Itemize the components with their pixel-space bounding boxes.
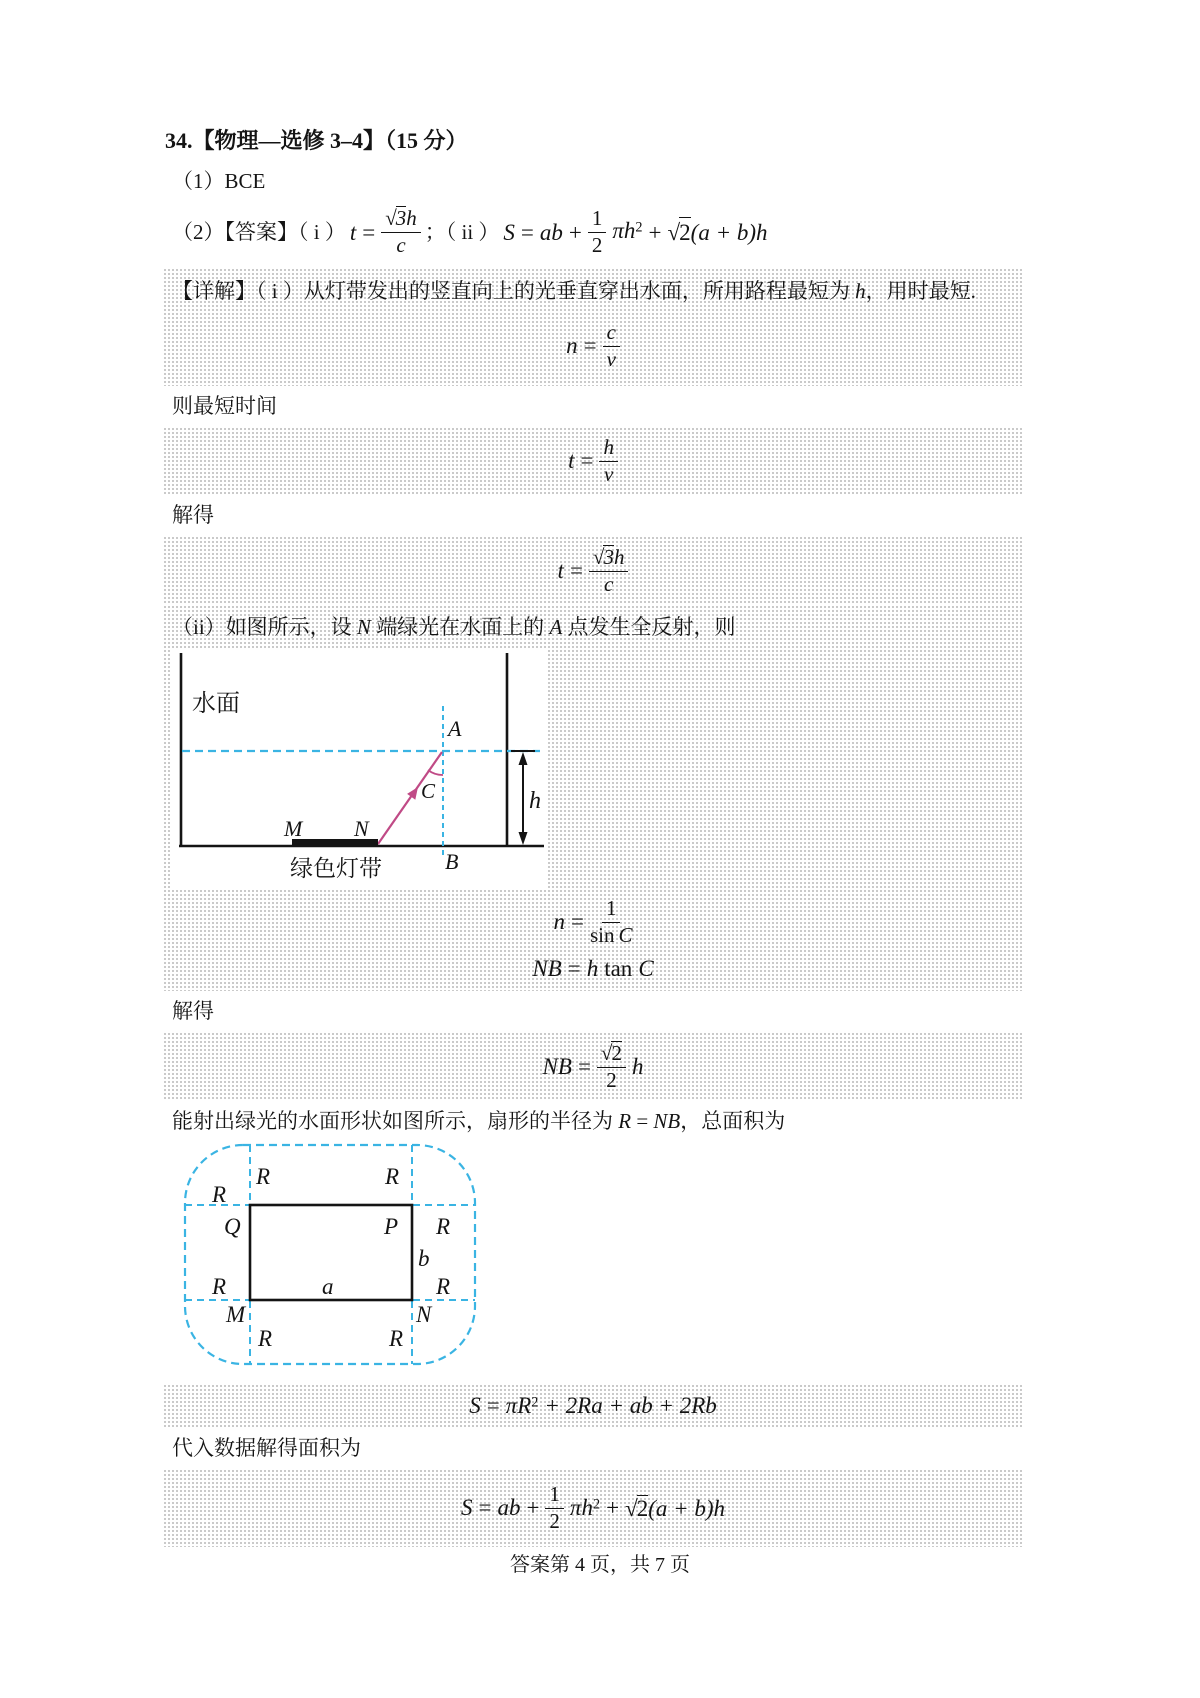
fraction-denominator: 2 [591,232,603,257]
part-ii-text [163,613,1023,642]
radius-label-top-left: R [256,1164,271,1190]
math-op: + [606,1495,620,1521]
equation-t-result-inline [350,206,421,257]
math-term-group [625,1495,725,1522]
radical-sign: √ [592,545,605,570]
equation-n-sinc-row [163,888,1023,956]
fraction [603,321,620,371]
side-a-label: a [322,1274,334,1300]
radicand: 2 [636,1495,649,1521]
side-b-label: b [418,1246,430,1272]
radius-label-upper-left: R [212,1182,227,1208]
math-term: ab [497,1495,521,1521]
math-var: A [549,615,563,640]
math-var: NB [532,956,562,982]
math-rel: = [520,219,534,245]
fraction [597,1041,626,1092]
math-op: + [648,219,662,245]
math-var: h [855,279,866,303]
h-arrow-down [519,832,528,845]
point-M-label: M [284,816,303,842]
radius-label-lower-left: R [212,1274,227,1300]
math-term-group [570,1495,600,1521]
green-strip-label: 绿色灯带 [290,856,382,882]
corner-N-label: N [416,1302,432,1328]
radius-label-top-right: R [385,1164,400,1190]
equation-n-cv-row [163,312,1023,380]
point-B-label: B [445,849,459,875]
radical-sign: √ [600,1041,613,1066]
part-ii-block [163,605,1023,991]
math-term: πh [569,1495,593,1521]
math-rel: = [631,1109,654,1134]
content-column [163,124,1023,1547]
math-var: h [613,545,625,570]
math-fn: sin [589,922,615,947]
equation-s-result [461,1483,725,1533]
question-title: 34.【物理—选修 3–4】（15 分） [165,128,468,153]
sector-post: ，总面积为 [680,1109,786,1134]
radicand: 2 [611,1041,622,1066]
math-var: R [618,1109,632,1134]
math-var: S [460,1495,473,1521]
math-fn: tan [604,956,633,982]
equation-s-result-inline [503,207,767,257]
math-term: πR [505,1393,532,1419]
part-ii-post: 点发生全反射，则 [562,615,736,640]
equation-n-sinc [553,897,632,947]
equation-s-general-row [163,1384,1023,1428]
math-var: h [406,206,417,231]
fraction-numerator [597,1041,626,1068]
point-N-label: N [354,816,369,842]
math-var: t [557,557,564,583]
text-solve-2: 解得 [172,999,214,1024]
radical-sign: √ [667,220,681,245]
fraction-denominator: v [606,346,616,371]
equation-nb-result [543,1041,644,1092]
text-then-shortest: 则最短时间 [172,394,277,419]
math-var: N [356,615,371,640]
equation-s-general [469,1393,717,1419]
answer-part2-separator: ；（ ii ） [424,219,500,244]
math-rel: = [577,1053,591,1079]
h-arrow-up [519,752,528,765]
math-var: h [586,956,599,982]
fraction-numerator: 1 [545,1483,564,1509]
text-substitute: 代入数据解得面积为 [172,1436,361,1461]
part-ii-mid: 端绿光在水面上的 [370,615,550,640]
math-term: πh [612,217,636,243]
math-term: + 2Ra + ab + 2Rb [544,1393,717,1419]
sector-pre: 能射出绿光的水面形状如图所示，扇形的半径为 [172,1109,619,1134]
fraction-denominator: c [396,233,406,257]
fraction [590,897,633,947]
detail-post: ，用时最短. [865,279,976,303]
corner-Q-label: Q [224,1214,241,1240]
fraction [589,545,629,596]
math-term: ab [539,219,563,245]
tank-diagram-svg [172,648,548,888]
answer-part1: （1）BCE [172,169,266,193]
equation-nb-htanc [532,956,653,982]
math-term: (a + b)h [648,1495,726,1521]
math-var: NB [542,1053,572,1079]
math-var: NB [653,1109,681,1134]
light-ray-arrowhead [407,787,418,800]
fraction-numerator: 1 [602,897,621,923]
equation-t-result-row [163,536,1023,605]
math-op: + [568,219,582,245]
math-var: h [631,1053,644,1079]
math-var: t [568,448,575,474]
math-var: n [553,909,565,935]
figure-surface-shape [172,1142,484,1374]
text-sector [163,1107,1023,1136]
depth-h-label: h [529,788,541,815]
superscript: 2 [531,1394,539,1411]
fraction-denominator: v [604,461,614,486]
math-var: S [469,1393,481,1419]
math-term-group [612,216,642,249]
math-var: n [566,333,578,359]
fraction-numerator: 1 [588,207,607,233]
equation-block-t-hv [163,427,1023,495]
math-rel: = [567,956,581,982]
fraction [545,1483,564,1533]
radius-label-bottom-right: R [389,1326,404,1352]
fraction-numerator [589,545,629,572]
fraction [588,207,607,257]
math-rel: = [580,448,594,474]
surface-shape-svg [172,1142,484,1374]
equation-nb-result-row [163,1032,1023,1101]
answer-part2 [163,202,1023,262]
math-term-group [668,217,768,247]
angle-C-label: C [421,779,436,804]
fraction-numerator [381,206,421,233]
math-rel: = [583,333,597,359]
equation-s-result-row [163,1469,1023,1547]
radical-sign: √ [625,1495,638,1521]
math-rel: = [569,557,583,583]
math-rel: = [478,1495,492,1521]
equation-block-t-result [163,536,1023,605]
math-term: (a + b)h [690,220,768,245]
equation-t-hv-row [163,427,1023,495]
radicand: 2 [679,217,691,247]
equation-block-s-general [163,1384,1023,1428]
fraction-denominator: c [604,571,614,596]
fraction [599,436,618,486]
math-var: C [638,956,654,982]
math-rel: = [570,909,584,935]
corner-M-label: M [226,1302,246,1328]
critical-angle-arc [428,770,443,775]
fraction-denominator: 2 [606,1067,617,1092]
math-var: S [503,219,515,245]
equation-block-s-result [163,1469,1023,1547]
figure-tank [172,648,548,888]
math-rel: = [362,219,376,245]
equation-block-nb-result [163,1032,1023,1101]
answer-part2-prefix: （2）【答案】（ i ） [172,219,346,244]
part-ii-pre: （ii）如图所示，设 [172,615,357,640]
water-surface-label: 水面 [192,691,240,718]
radius-label-bottom-left: R [258,1326,273,1352]
radical-sign: √ [385,206,397,231]
detail-pre: 【详解】（ i ）从灯带发出的竖直向上的光垂直穿出水面，所用路程最短为 [172,279,856,303]
text-solve-1: 解得 [172,503,214,528]
fraction-denominator: 2 [549,1508,560,1533]
radicand: 3 [395,206,407,231]
fraction-numerator: h [599,436,618,462]
math-op: + [526,1495,540,1521]
equation-t-result [558,545,629,596]
radius-label-right: R [436,1214,451,1240]
equation-n-cv [566,321,620,371]
detail-block [163,268,1023,386]
math-term-group [506,1393,539,1419]
math-rel: = [486,1393,500,1419]
fraction-denominator [590,923,633,948]
radicand: 3 [603,545,614,570]
fraction [381,206,421,257]
math-var: t [349,219,357,245]
math-var: C [618,922,633,947]
fraction-numerator: c [603,321,620,347]
superscript: 2 [592,1496,601,1513]
radius-label-lower-right: R [436,1274,451,1300]
page-footer: 答案第 4 页，共 7 页 [510,1554,690,1576]
point-A-label: A [448,716,462,742]
superscript: 2 [635,219,643,236]
corner-P-label: P [384,1214,399,1240]
detail-text [163,277,1023,306]
equation-t-hv [568,436,618,486]
equation-nb-htanc-row [163,956,1023,991]
